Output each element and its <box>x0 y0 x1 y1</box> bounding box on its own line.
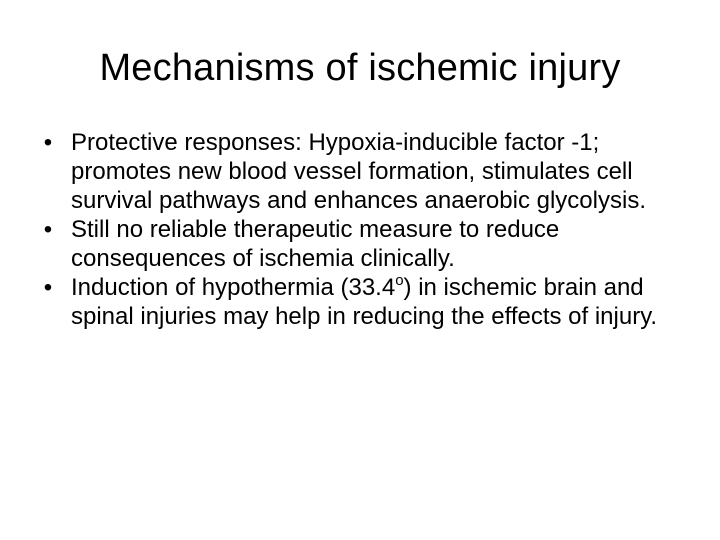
bullet-icon: • <box>43 216 53 243</box>
bullet-item-1 <box>36 128 684 215</box>
bullet-text-2: Still no reliable therapeutic measure to reduce consequences of ischemia clinically. <box>71 216 560 272</box>
bullet-text-1: Protective responses: Hypoxia-inducible factor -1; promotes new blood vessel formation, stimulates cell survival pathways and enhances anaerobic glycolysis. <box>71 129 646 214</box>
bullet-icon: • <box>43 274 53 301</box>
bullet-item-2 <box>36 215 684 273</box>
bullet-item-3 <box>36 273 684 331</box>
bullet-text-3-before: Induction of hypothermia (33.4 <box>71 274 396 301</box>
bullet-list <box>36 128 684 331</box>
slide-title: Mechanisms of ischemic injury <box>99 47 621 89</box>
bullet-text-3-after: ) in ischemic brain and spinal injuries may help in reducing the effects of injury. <box>71 274 658 330</box>
degree-superscript: o <box>395 272 404 289</box>
bullet-icon: • <box>43 129 53 156</box>
